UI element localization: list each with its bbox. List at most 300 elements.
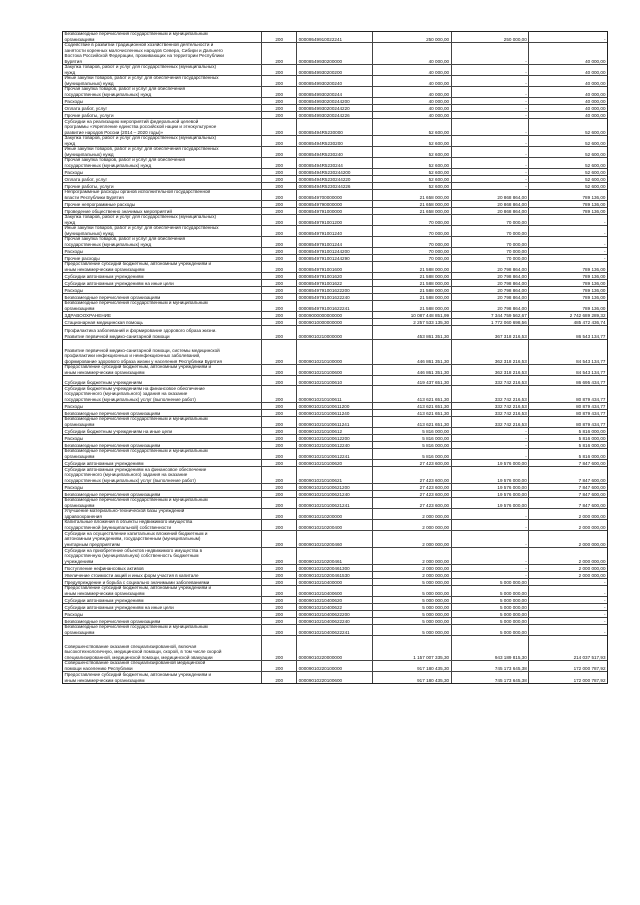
row-classification: 00008549791001622241 — [298, 305, 350, 311]
row-name-cell — [63, 280, 262, 286]
row-approved-cell — [373, 201, 452, 207]
row-unexecuted-cell — [529, 579, 607, 585]
row-name-cell — [63, 611, 262, 617]
row-approved-cell — [373, 119, 452, 135]
row-approved: 70 000,00 — [428, 230, 450, 236]
row-unexecuted: - — [603, 604, 606, 610]
row-classification-cell — [297, 158, 373, 168]
row-classification-cell — [297, 572, 373, 578]
row-approved: 21 658 000,00 — [419, 208, 450, 214]
row-unexecuted: 40 000,00 — [585, 80, 606, 86]
table-row — [63, 136, 607, 147]
row-executed: 943 189 815,30 — [494, 654, 527, 660]
row-name: Прочая закупка товаров, работ и услуг для обеспечения государственных (муниципальных) нужд — [64, 158, 186, 168]
table-row — [63, 410, 607, 417]
row-approved-cell — [373, 376, 452, 385]
row-code: 200 — [275, 80, 284, 86]
row-classification: 00008549700000000 — [298, 194, 343, 200]
table-row — [63, 43, 607, 65]
row-code: 200 — [275, 266, 284, 272]
row-name-cell — [63, 112, 262, 118]
row-approved-cell — [373, 147, 452, 157]
row-name-cell — [63, 484, 262, 490]
table-row — [63, 169, 607, 176]
row-executed-cell — [452, 287, 530, 293]
row-code: 200 — [275, 176, 284, 182]
row-classification-cell — [297, 294, 373, 300]
row-name-cell — [63, 76, 262, 86]
row-classification-cell — [297, 597, 373, 603]
row-classification-cell — [297, 491, 373, 497]
row-unexecuted-cell — [529, 565, 607, 571]
row-approved-cell — [373, 158, 452, 168]
row-classification: 00009010000000000 — [298, 319, 343, 325]
row-executed-cell — [452, 136, 530, 146]
row-name: Расходы — [64, 403, 83, 409]
row-name: Безвозмездные перечисления государственным и муниципальным организациям — [64, 417, 208, 427]
row-executed: - — [525, 524, 527, 530]
row-executed-cell — [452, 112, 530, 118]
row-name: Содействие в развитии традиционной хозяйственной деятельности и занятости коренных малочисленных народов Севера, Сибири и Дальнего Востока Российской Федерации, проживающих на территории Республики Бурятия — [64, 43, 224, 64]
row-code-cell — [262, 604, 297, 610]
row-code: 200 — [275, 611, 284, 617]
row-approved: 21 588 000,00 — [419, 266, 450, 272]
row-code: 200 — [275, 484, 284, 490]
row-code-cell — [262, 428, 297, 434]
row-executed: 70 000,00 — [506, 241, 527, 247]
row-classification-cell — [297, 169, 373, 175]
row-unexecuted: 52 600,00 — [585, 162, 606, 168]
row-executed-cell — [452, 32, 530, 42]
row-unexecuted-cell — [529, 237, 607, 247]
row-code-cell — [262, 32, 297, 42]
row-name-cell — [63, 467, 262, 483]
row-code: 200 — [275, 396, 284, 402]
row-name: Безвозмездные перечисления организациям — [64, 491, 161, 497]
row-unexecuted-cell — [529, 442, 607, 448]
row-approved-cell — [373, 262, 452, 272]
row-classification-cell — [297, 579, 373, 585]
row-approved-cell — [373, 287, 452, 293]
row-unexecuted: - — [603, 230, 606, 236]
row-unexecuted-cell — [529, 467, 607, 483]
row-code-cell — [262, 442, 297, 448]
row-classification-cell — [297, 428, 373, 434]
row-executed: 250 000,00 — [503, 36, 527, 42]
row-name-cell — [63, 509, 262, 519]
row-unexecuted: 7 847 600,00 — [578, 491, 606, 497]
row-name: Субсидии автономным учреждениям на иные цели — [64, 604, 174, 610]
row-unexecuted: 2 000 000,00 — [578, 565, 606, 571]
row-approved-cell — [373, 509, 452, 519]
row-approved: 917 180 435,30 — [417, 677, 450, 683]
row-executed-cell — [452, 280, 530, 286]
row-executed: 20 798 864,00 — [497, 305, 527, 311]
row-unexecuted: 5 816 000,00 — [578, 435, 606, 441]
row-code-cell — [262, 565, 297, 571]
row-executed: 20 868 864,00 — [497, 208, 527, 214]
row-code: 200 — [275, 312, 284, 318]
row-executed-cell — [452, 312, 530, 318]
table-row — [63, 287, 607, 294]
row-name-cell — [63, 119, 262, 135]
row-name: Прочие работы, услуги — [64, 112, 114, 118]
row-executed-cell — [452, 509, 530, 519]
row-classification: 00009010210100611200 — [298, 403, 350, 409]
row-classification: 00009010210400622240 — [298, 618, 350, 624]
row-code: 200 — [275, 219, 284, 225]
row-name-cell — [63, 319, 262, 325]
row-approved-cell — [373, 208, 452, 214]
row-executed-cell — [452, 491, 530, 497]
row-unexecuted: - — [603, 590, 606, 596]
row-classification-cell — [297, 319, 373, 325]
row-executed: 362 318 216,53 — [494, 369, 527, 375]
row-code: 200 — [275, 319, 284, 325]
row-name-cell — [63, 287, 262, 293]
row-unexecuted: 7 847 600,00 — [578, 502, 606, 508]
row-executed: 5 000 000,00 — [499, 579, 527, 585]
row-name-cell — [63, 340, 262, 364]
row-approved: 21 588 000,00 — [419, 287, 450, 293]
row-classification-cell — [297, 386, 373, 402]
row-approved: 27 423 600,00 — [419, 477, 450, 483]
row-classification: 00009010210200000 — [298, 513, 343, 519]
row-classification-cell — [297, 312, 373, 318]
row-classification: 000085494R5230200 — [298, 140, 343, 146]
table-row — [63, 467, 607, 484]
row-name: Расходы — [64, 98, 83, 104]
table-row — [63, 176, 607, 183]
table-row — [63, 237, 607, 248]
row-code: 200 — [275, 140, 284, 146]
table-row — [63, 158, 607, 169]
row-name: Оплата работ, услуг — [64, 176, 108, 182]
row-name: Прочие работы, услуги — [64, 183, 114, 189]
row-executed-cell — [452, 636, 530, 660]
table-row — [63, 636, 607, 661]
row-code: 200 — [275, 98, 284, 104]
table-row — [63, 255, 607, 262]
row-unexecuted: 7 847 600,00 — [578, 477, 606, 483]
row-classification: 00008549791001600 — [298, 266, 343, 272]
row-approved: 2 000 000,00 — [422, 565, 450, 571]
row-executed: 332 742 216,53 — [494, 410, 527, 416]
row-classification-cell — [297, 484, 373, 490]
row-executed-cell — [452, 237, 530, 247]
row-unexecuted: 40 000,00 — [585, 98, 606, 104]
row-approved-cell — [373, 636, 452, 660]
table-row — [63, 280, 607, 287]
row-approved: 27 423 600,00 — [419, 484, 450, 490]
row-approved-cell — [373, 520, 452, 530]
row-approved: 21 588 000,00 — [419, 273, 450, 279]
row-classification: 000085494R5230244 — [298, 162, 343, 168]
row-name: Субсидии бюджетным учреждениям на иные цели — [64, 428, 173, 434]
row-executed: - — [525, 91, 527, 97]
table-row — [63, 340, 607, 365]
row-approved-cell — [373, 661, 452, 671]
row-executed: 332 742 216,53 — [494, 403, 527, 409]
row-code: 200 — [275, 453, 284, 459]
table-row — [63, 435, 607, 442]
row-classification-cell — [297, 112, 373, 118]
row-executed: 19 576 000,00 — [497, 484, 527, 490]
row-unexecuted: 86 543 134,77 — [576, 333, 606, 339]
row-approved: 250 000,00 — [426, 36, 450, 42]
row-unexecuted-cell — [529, 611, 607, 617]
row-unexecuted-cell — [529, 460, 607, 466]
row-classification: 00009010210100611 — [298, 396, 342, 402]
row-unexecuted: - — [603, 597, 606, 603]
row-executed-cell — [452, 87, 530, 97]
row-classification-cell — [297, 417, 373, 427]
row-executed: - — [525, 428, 527, 434]
row-approved: 40 000,00 — [428, 105, 450, 111]
row-code-cell — [262, 312, 297, 318]
row-unexecuted: 2 000 000,00 — [578, 524, 606, 530]
row-executed-cell — [452, 611, 530, 617]
row-unexecuted-cell — [529, 32, 607, 42]
row-classification: 000085494R5230244200 — [298, 169, 351, 175]
row-executed: - — [525, 572, 527, 578]
row-classification: 00009010210400622241 — [298, 629, 350, 635]
row-classification-cell — [297, 403, 373, 409]
row-classification-cell — [297, 410, 373, 416]
row-classification-cell — [297, 262, 373, 272]
row-unexecuted-cell — [529, 625, 607, 635]
row-name: Закупка товаров, работ и услуг для государственных (муниципальных) нужд — [64, 215, 217, 225]
row-executed-cell — [452, 467, 530, 483]
row-executed: 332 742 216,53 — [494, 396, 527, 402]
row-approved-cell — [373, 531, 452, 547]
row-unexecuted-cell — [529, 65, 607, 75]
row-unexecuted-cell — [529, 215, 607, 225]
row-classification-cell — [297, 604, 373, 610]
row-name-cell — [63, 176, 262, 182]
table-row — [63, 98, 607, 105]
row-approved: 5 816 000,00 — [422, 435, 450, 441]
row-executed: - — [525, 162, 527, 168]
row-unexecuted: 52 600,00 — [585, 140, 606, 146]
table-row — [63, 262, 607, 273]
row-unexecuted: 789 136,00 — [582, 280, 606, 286]
table-row — [63, 105, 607, 112]
row-classification: 000085494R5230244220 — [298, 176, 351, 182]
row-unexecuted: - — [603, 36, 606, 42]
row-approved-cell — [373, 248, 452, 254]
row-executed-cell — [452, 386, 530, 402]
row-name: Расходы — [64, 287, 83, 293]
row-classification: 000085494R5230240 — [298, 151, 343, 157]
row-executed-cell — [452, 661, 530, 671]
row-name: Закупка товаров, работ и услуг для государственных (муниципальных) нужд — [64, 65, 217, 75]
row-unexecuted: 789 136,00 — [582, 201, 606, 207]
row-approved: 70 000,00 — [428, 219, 450, 225]
row-approved-cell — [373, 273, 452, 279]
row-executed: - — [525, 80, 527, 86]
row-approved: 27 423 600,00 — [419, 491, 450, 497]
row-approved: 27 423 600,00 — [419, 460, 450, 466]
row-unexecuted-cell — [529, 87, 607, 97]
row-approved-cell — [373, 255, 452, 261]
row-unexecuted-cell — [529, 636, 607, 660]
row-approved-cell — [373, 604, 452, 610]
row-name-cell — [63, 442, 262, 448]
row-approved-cell — [373, 65, 452, 75]
row-classification-cell — [297, 661, 373, 671]
row-executed-cell — [452, 76, 530, 86]
row-approved: 52 600,00 — [428, 129, 450, 135]
row-approved-cell — [373, 183, 452, 189]
row-name-cell — [63, 572, 262, 578]
row-approved-cell — [373, 365, 452, 375]
row-code: 200 — [275, 677, 284, 683]
row-name-cell — [63, 565, 262, 571]
row-code-cell — [262, 340, 297, 364]
row-name: Субсидии автономным учреждениям на финансовое обеспечение государственного (муниципального) задания на оказание государственных (муниципальных) услуг (выполнение работ) — [64, 467, 207, 483]
table-row — [63, 248, 607, 255]
row-code-cell — [262, 226, 297, 236]
row-executed: 70 000,00 — [506, 230, 527, 236]
row-approved-cell — [373, 410, 452, 416]
row-unexecuted: 52 600,00 — [585, 176, 606, 182]
row-code-cell — [262, 169, 297, 175]
row-approved-cell — [373, 460, 452, 466]
row-classification-cell — [297, 32, 373, 42]
row-executed: 19 576 000,00 — [497, 491, 527, 497]
row-code-cell — [262, 491, 297, 497]
row-code-cell — [262, 376, 297, 385]
row-code-cell — [262, 520, 297, 530]
row-approved: 5 000 000,00 — [422, 611, 450, 617]
row-executed: 5 000 000,00 — [499, 611, 527, 617]
row-name: Иные закупки товаров, работ и услуг для обеспечения государственных (муниципальных) нужд — [64, 147, 219, 157]
row-code-cell — [262, 618, 297, 624]
table-row — [63, 208, 607, 215]
row-executed-cell — [452, 319, 530, 325]
row-name: Субсидии бюджетным учреждениям — [64, 379, 143, 385]
row-unexecuted: 2 000 000,00 — [578, 572, 606, 578]
row-code: 200 — [275, 477, 284, 483]
row-unexecuted: 789 136,00 — [582, 287, 606, 293]
row-approved: 40 000,00 — [428, 69, 450, 75]
row-approved: 5 000 000,00 — [422, 579, 450, 585]
row-unexecuted-cell — [529, 147, 607, 157]
row-executed-cell — [452, 273, 530, 279]
row-code-cell — [262, 611, 297, 617]
row-unexecuted-cell — [529, 548, 607, 564]
row-classification-cell — [297, 365, 373, 375]
row-approved-cell — [373, 301, 452, 311]
row-unexecuted: - — [603, 579, 606, 585]
row-executed-cell — [452, 442, 530, 448]
row-executed: - — [525, 453, 527, 459]
row-unexecuted-cell — [529, 572, 607, 578]
row-executed: 20 798 864,00 — [497, 266, 527, 272]
row-code: 200 — [275, 183, 284, 189]
row-code-cell — [262, 484, 297, 490]
row-approved: 453 861 351,30 — [417, 333, 450, 339]
row-unexecuted-cell — [529, 43, 607, 64]
row-unexecuted: 80 879 434,77 — [576, 410, 606, 416]
row-classification: 00009010210100621241 — [298, 502, 350, 508]
row-unexecuted: 7 847 600,00 — [578, 460, 606, 466]
row-classification-cell — [297, 147, 373, 157]
row-unexecuted-cell — [529, 76, 607, 86]
row-approved-cell — [373, 572, 452, 578]
row-approved: 27 423 600,00 — [419, 502, 450, 508]
row-unexecuted: 86 695 434,77 — [576, 379, 606, 385]
row-approved: 2 257 533 135,30 — [413, 319, 450, 325]
row-unexecuted: - — [603, 611, 606, 617]
row-code-cell — [262, 201, 297, 207]
row-unexecuted: 52 600,00 — [585, 151, 606, 157]
row-classification: 00008549791001244200 — [298, 248, 350, 254]
row-executed: 5 000 000,00 — [499, 618, 527, 624]
row-approved: 2 000 000,00 — [422, 558, 450, 564]
row-name: Проведение общественно значимых мероприятий — [64, 208, 172, 214]
table-row — [63, 65, 607, 76]
row-approved-cell — [373, 442, 452, 448]
table-row — [63, 611, 607, 618]
table-row — [63, 147, 607, 158]
row-approved-cell — [373, 386, 452, 402]
row-unexecuted-cell — [529, 287, 607, 293]
row-approved: 5 000 000,00 — [422, 618, 450, 624]
row-name-cell — [63, 169, 262, 175]
row-name-cell — [63, 365, 262, 375]
row-code-cell — [262, 403, 297, 409]
row-classification: 00008549930200240 — [298, 80, 343, 86]
row-code: 200 — [275, 255, 284, 261]
row-code: 200 — [275, 194, 284, 200]
row-code-cell — [262, 176, 297, 182]
row-approved: 413 621 651,30 — [417, 403, 450, 409]
row-name: Безвозмездные перечисления организациям — [64, 618, 161, 624]
row-code-cell — [262, 43, 297, 64]
row-classification: 00008549791001200 — [298, 219, 343, 225]
row-code: 200 — [275, 248, 284, 254]
row-classification-cell — [297, 87, 373, 97]
row-code-cell — [262, 215, 297, 225]
row-name: Расходы — [64, 611, 83, 617]
row-name-cell — [63, 491, 262, 497]
row-name-cell — [63, 273, 262, 279]
table-row — [63, 597, 607, 604]
row-code-cell — [262, 237, 297, 247]
row-unexecuted-cell — [529, 183, 607, 189]
row-executed: 7 344 759 562,67 — [491, 312, 527, 318]
row-approved: 917 180 435,30 — [417, 665, 450, 671]
table-row — [63, 548, 607, 565]
row-name-cell — [63, 579, 262, 585]
row-executed: - — [525, 169, 527, 175]
row-approved-cell — [373, 484, 452, 490]
row-classification-cell — [297, 255, 373, 261]
row-executed-cell — [452, 98, 530, 104]
table-row — [63, 376, 607, 386]
row-classification: 00008549791001622240 — [298, 294, 350, 300]
row-code: 200 — [275, 305, 284, 311]
row-approved-cell — [373, 280, 452, 286]
row-unexecuted: 80 879 434,77 — [576, 421, 606, 427]
row-code-cell — [262, 280, 297, 286]
table-row — [63, 319, 607, 326]
row-unexecuted-cell — [529, 176, 607, 182]
row-classification: 00009010210100612200 — [298, 435, 350, 441]
row-executed-cell — [452, 43, 530, 64]
